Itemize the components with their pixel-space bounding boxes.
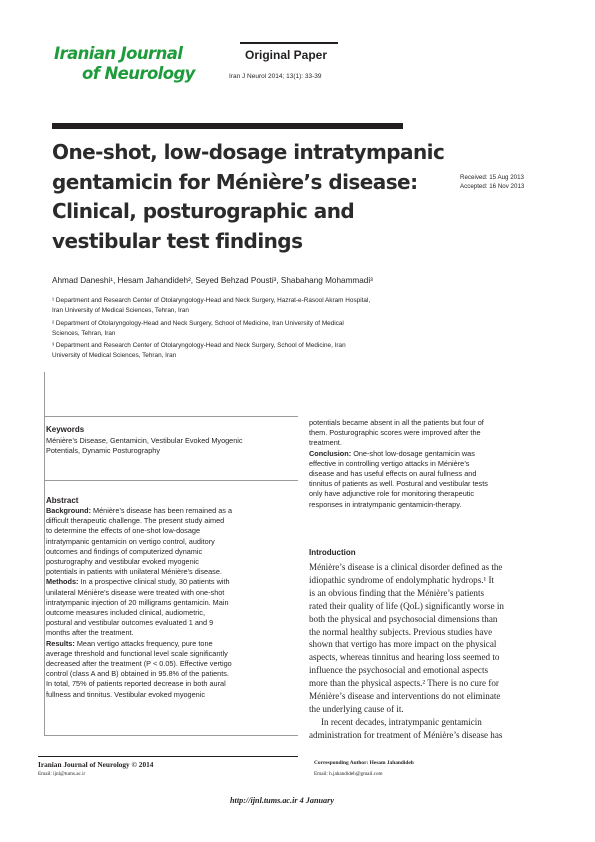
abstract-heading: Abstract: [46, 496, 79, 505]
abstract-right-text: [309, 418, 552, 510]
abstract-line: [46, 577, 289, 587]
intro-line: Ménière’s disease is a clinical disorder defined as the: [309, 562, 503, 572]
title-bar: [52, 123, 403, 129]
keywords-text: [46, 436, 289, 456]
abstract-line: tinnitus of patients as well. Postural and vestibular tests: [309, 479, 488, 489]
abstract-line: treatment.: [309, 438, 342, 448]
title-line: vestibular test findings: [52, 228, 303, 253]
author-list: Ahmad Daneshi¹, Hesam Jahandideh², Seyed Behzad Pousti³, Shabahang Mohammadi³: [52, 276, 373, 285]
keywords-line: Potentials, Dynamic Posturography: [46, 446, 160, 456]
abstract-line: outcomes and findings of computerized dynamic: [46, 546, 203, 556]
abstract-line: decreased after the treatment (P < 0.05). Effective vertigo: [46, 659, 232, 669]
abstract-line: them. Posturographic scores were improved after the: [309, 428, 481, 438]
abstract-line: fullness and tinnitus. Vestibular evoked myogenic: [46, 689, 206, 699]
affiliation-line: Sciences, Tehran, Iran: [52, 330, 116, 337]
affiliation-line: Iran University of Medical Sciences, Tehran, Iran: [52, 307, 189, 314]
abstract-line: posturography and vestibular evoked myogenic: [46, 557, 199, 567]
abstract-line: only have adjunctive role for monitoring therapeutic: [309, 489, 475, 499]
article-type-rule: [240, 42, 338, 44]
abstract-left-text: [46, 506, 289, 700]
accepted-date: Accepted: 16 Nov 2013: [460, 183, 525, 190]
received-date: Received: 15 Aug 2013: [460, 174, 524, 181]
abstract-line: In total, 75% of patients reported decrease in both aural: [46, 679, 226, 689]
keywords-line: Ménière’s Disease, Gentamicin, Vestibular Evoked Myogenic: [46, 436, 243, 445]
conclusion-first: One-shot low-dosage gentamicin was: [351, 448, 475, 458]
intro-line: Ménière’s disease and interventions do not eliminate: [309, 691, 501, 702]
keywords-heading: Keywords: [46, 425, 85, 434]
conclusion-label: Conclusion:: [309, 448, 352, 458]
footer-rule: [38, 756, 298, 757]
abstract-line: potentials in patients with unilateral Ménière’s disease.: [46, 567, 222, 577]
article-title: [52, 138, 452, 256]
results-first: Mean vertigo attacks frequency, pure tone: [74, 638, 213, 648]
corresponding-label: Corresponding Author:: [314, 760, 369, 766]
corresponding-name: Hesam Jahandideh: [368, 760, 414, 766]
journal-logo-line2: of Neurology: [82, 64, 195, 83]
abstract-line: months after the treatment.: [46, 628, 134, 638]
abstract-line: responses in intratympanic gentamicin-therapy.: [309, 499, 462, 509]
affiliation-line: ¹ Department and Research Center of Otolaryngology-Head and Neck Surgery, Hazrat-e-Rasool Akram Hospital,: [52, 297, 371, 304]
journal-logo-line1: Iranian Journal: [54, 44, 183, 63]
affiliation-line: University of Medical Sciences, Tehran, Iran: [52, 352, 177, 359]
affiliation-3: [52, 341, 447, 361]
footer-journal: Iranian Journal of Neurology © 2014: [38, 760, 154, 769]
intro-line: aspects, whereas tinnitus and hearing loss seemed to: [309, 652, 500, 663]
abstract-line: average threshold and functional level scale significantly: [46, 648, 228, 658]
affiliation-line: ² Department of Otolaryngology-Head and Neck Surgery, School of Medicine, Iran University of Medical: [52, 320, 344, 327]
methods-label: Methods:: [46, 577, 79, 587]
background-label: Background:: [46, 506, 91, 515]
abstract-line: to determine the effects of one-shot low-dosage: [46, 526, 201, 536]
results-label: Results:: [46, 638, 75, 648]
intro-line: idiopathic syndrome of endolymphatic hydrops.¹ It: [309, 574, 495, 585]
intro-line: influence the psychosocial and emotional aspects: [309, 665, 489, 676]
abstract-line: control (class A and B) obtained in 95.8% of the patients.: [46, 669, 229, 679]
abstract-line: [309, 449, 552, 459]
intro-line: the normal healthy subjects. Previous studies have: [309, 626, 493, 637]
intro-line: rated their quality of life (QoL) significantly worse in: [309, 600, 504, 611]
abstract-line: [46, 639, 289, 649]
citation: Iran J Neurol 2014; 13(1): 33-39: [229, 73, 322, 80]
intro-line: both the physical and psychosocial dimensions than: [309, 613, 498, 624]
abstract-line: [46, 506, 289, 516]
intro-line: administration for treatment of Ménière’s disease has: [309, 729, 503, 740]
dates: [460, 173, 524, 191]
background-first: Ménière’s disease has been remained as a: [91, 506, 233, 515]
abstract-line: outcome measures included clinical, audiometric,: [46, 608, 205, 618]
keywords-top-rule: [44, 416, 298, 417]
intro-line: In recent decades, intratympanic gentamicin: [321, 716, 482, 727]
abstract-line: disease and has useful effects on aural fullness and: [309, 469, 477, 479]
abstract-frame-left: [44, 372, 45, 735]
abstract-line: potentials became absent in all the patients but four of: [309, 418, 484, 427]
abstract-line: intratympanic injection of 20 milligrams gentamicin. Main: [46, 597, 229, 607]
methods-first: In a prospective clinical study, 30 patients with: [78, 577, 230, 587]
title-line: One-shot, low-dosage intratympanic: [52, 140, 445, 164]
abstract-line: unilateral Ménière’s disease were treated with one-shot: [46, 587, 225, 597]
introduction-heading: Introduction: [309, 548, 356, 557]
article-type: Original Paper: [245, 48, 328, 62]
title-line: gentamicin for Ménière’s disease:: [52, 169, 418, 194]
intro-line: shown that vertigo has more impact on the physical: [309, 639, 497, 650]
affiliation-line: ³ Department and Research Center of Otolaryngology-Head and Neck Surgery, School of Medicine, Iran: [52, 342, 346, 349]
abstract-line: postural and vestibular outcomes evaluated 1 and 9: [46, 618, 214, 628]
affiliation-1: [52, 296, 447, 316]
abstract-line: intratympanic gentamicin on vertigo control, auditory: [46, 536, 215, 546]
journal-url[interactable]: http://ijnl.tums.ac.ir 4 January: [230, 796, 334, 805]
footer-email[interactable]: Email: ijnl@tums.ac.ir: [38, 771, 86, 777]
abstract-line: effective in controlling vertigo attacks in Ménière’s: [309, 458, 470, 468]
intro-line: is an obvious finding that the Ménière’s patients: [309, 587, 485, 598]
intro-line: the underlying cause of it.: [309, 703, 404, 714]
title-line: Clinical, posturographic and: [52, 199, 355, 223]
abstract-line: difficult therapeutic challenge. The present study aimed: [46, 516, 225, 526]
intro-line: more than the physical aspects.² There is no cure for: [309, 678, 499, 689]
affiliation-2: [52, 319, 447, 339]
corresponding-email[interactable]: Email: h.jahandideh@gmail.com: [314, 771, 383, 777]
abstract-bottom-rule: [44, 735, 298, 736]
keywords-bottom-rule: [44, 480, 298, 481]
introduction-text: [309, 561, 552, 742]
corresponding-author: [314, 760, 414, 766]
